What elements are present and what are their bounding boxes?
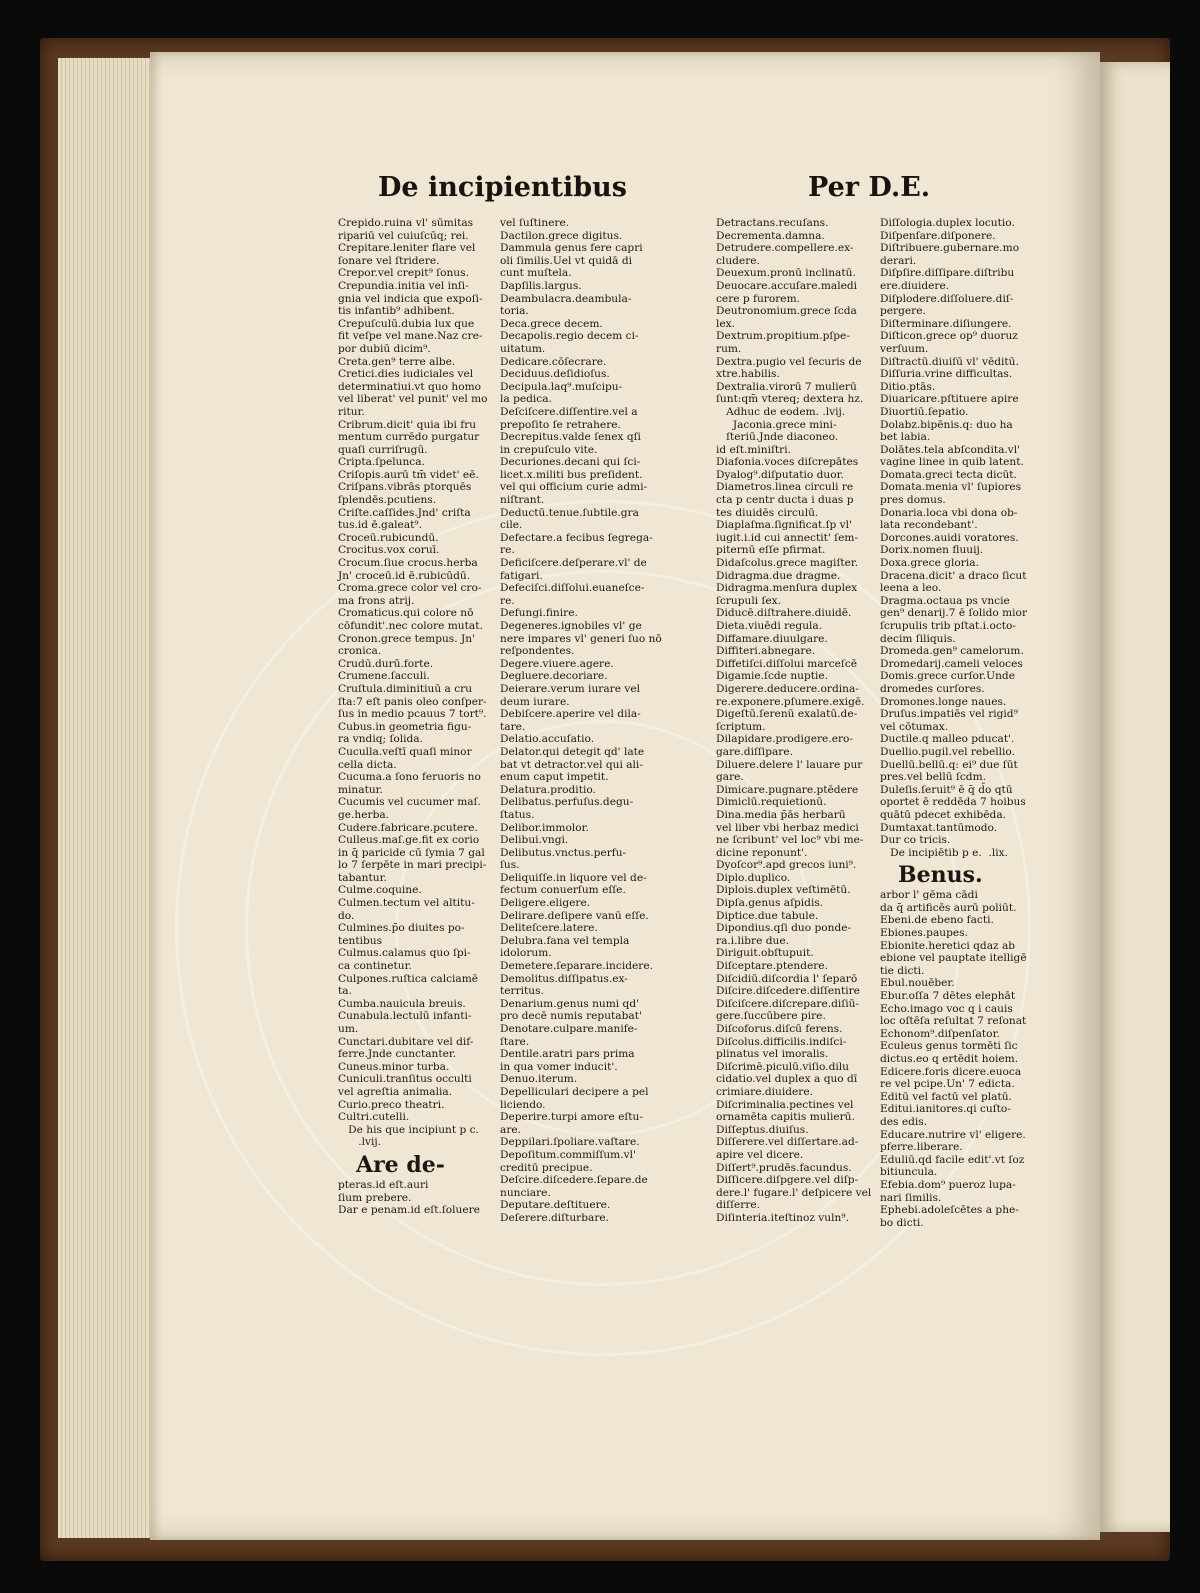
column-1-text: Crepido.ruina vl' sūmitas ripariū vel cuiuſcūq; rei. Crepitare.leniter flare vel ſonare vel ſtridere. Crepor.vel crepit⁹ ſonus. Crepundia.initia vel inſi- gnia vel indicia que expoſi- tis infantib⁹ adhibent. Crepuſculū.dubia lux que fit veſpe vel mane.Naz cre- por dubiū dicim⁹. Creta.gen⁹ terre albe. Cretici.dies iudiciales vel determinatiui.vt quo homo vel liberat' vel punit' vel mo ritur. Cribrum.dicit' quia ibi fru mentum currēdo purgatur quaſi curriſrugū. Cripta.ſpelunca. Criſopis.aurū tm̄ videt' eē. Criſpans.vibrās ptorquēs ſplendēs.pcutiens. Criſte.caſſides.Jnd' criſta tus.id ē.galeat⁹. Croceū.rubicundū. Crocitus.vox coruī. Crocum.ſiue crocus.herba Jn' croceū.id ē.rubicūdū. Croma.grece color vel cro- ma frons atrij. Cromaticus.qui colore nō cōfundit'.nec colore mutat. Cronon.grece tempus. Jn' cronica. Crudū.durū.forte. Crumene.ſacculi. Cruſtula.diminitiuū a cru ſta:7 eſt panis oleo conſper- ſus in medio pcauus 7 tort⁹. Cubus.in geometria figu- ra vndiq; ſolida. Cuculla.veſtī quaſi minor cella dicta. Cucuma.a ſono feruoris no minatur. Cucumis vel cucumer maſ. ge.herba. Cudere.fabricare.pcutere. Culleus.maſ.ge.fit ex corio in q̄ paricide cū ſymia 7 gal lo 7 ſerpēte in mari precipi- tabantur. Culme.coquine. Culmen.tectum vel altitu- do. Culmines.p̄o diuites po- tentibus Culmus.calamus quo ſpi- ca continetur. Culpones.ruſtica calciamē ta. Cumba.nauicula breuis. Cunabula.lectulū infanti- um. Cunctari.dubitare vel dif- ferre.Jnde cunctanter. Cuneus.minor turba. Cuniculi.tranſitus occulti vel agreſtia animalia. Curio.preco theatri. Cultri.cutelli. De his que incipiunt p c. .lvij.	[338, 217, 488, 1149]
section-heading-de: Are de-	[356, 1151, 445, 1178]
section-heading-e: Benus.	[898, 862, 983, 889]
column-1-text-continued: pteras.id eſt.auri ſium prebere. Dar e penam.id eſt.ſoluere	[338, 1178, 480, 1217]
column-4-text: Diſſologia.duplex locutio. Diſpenſare.diſponere. Diſtribuere.gubernare.mo derari. Diſpſire.diſſipare.diſtribu ere.diuidere. Diſplodere.diſſoluere.diſ- pergere. Diſterminare.diſiungere. Diſticon.grece op⁹ duoruz verſuum. Diſtractū.diuiſū vl' vēditū. Diſſuria.vrine difficultas. Ditio.ptās. Diuaricare.pſtituere apire Diuortiū.ſepatio. Dolabz.bipēnis.q: duo ha bet labia. Dolātes.tela abſcondita.vl' vagine linee in quib latent. Domata.greci tecta dicūt. Domata.menia vl' ſupiores pres domus. Donaria.loca vbi dona ob- lata recondebant'. Dorcones.auidi voratores. Dorix.nomen fluuij. Doxa.grece gloria. Dracena.dicit' a draco ſicut leena a leo. Dragma.octaua ps vncie gen⁹ denarij.7 ē ſolido mior ſcrupulis trib pſtat.i.octo- decim ſiliquis. Dromeda.gen⁹ camelorum. Dromedarij.cameli veloces Domis.grece curſor.Unde dromedes curſores. Dromones.longe naues. Druſus.impatiēs vel rigid⁹ vel cōtumax. Ductile.q malleo pducat'. Duellio.pugil.vel rebellio. Duellū.bellū.q: ei⁹ due ſūt pres.vel bellū ſcdm. Duleſis.ſeruit⁹ ē q̄ d̄o qtū oportet ē reddēda 7 hoibus quātū pdecet exhibēda. Dumtaxat.tantūmodo. Dur co tricis. De incipiētib p e. .lix.	[880, 217, 1028, 859]
running-head-right: Per D.E.	[808, 172, 931, 203]
column-3-text: Detractans.recuſans. Decrementa.damna. Detrudere.compellere.ex- cludere. Deuexum.pronū inclinatū. Deuocare.accuſare.maledi cere p furorem. Deutronomium.grece ſcda lex. Dextrum.propitium.pſpe- rum. Dextra.pugio vel ſecuris de xtre.habilis. Dextralia.virorū 7 mulierū ſunt:qm̄ vtereq; dextera hz. Adhuc de eodem. .lvij. Jaconia.grece mini- ſteriū.Jnde diaconeo. id eſt.miniſtri. Diafonia.voces diſcrepātes Dyalog⁹.diſputatio duor. Diametros.linea circuli re cta p centr ducta i duas p tes diuidēs circulū. Diaplaſma.ſignificat.ſp vl' iugit.i.id cui annectit' ſem- piternū eſſe pfirmat. Didaſcolus.grece magiſter. Didragma.due dragme. Didragma.menſura duplex ſcrupuli ſex. Diducē.diſtrahere.diuidē. Dieta.viuēdi regula. Diffamare.diuulgare. Diffiteri.abnegare. Diffetiſci.diſſolui marceſcē Digamie.ſcde nuptie. Digerere.deducere.ordina- re.exponere.pſumere.exigē. Digeſtū.ſerenū exalatū.de- ſcriptum. Dilapidare.prodigere.ero- gare.diſſipare. Diluere.delere l' lauare pur gare. Dimicare.pugnare.ptēdere Dimiclū.requietionū. Dina.media p̄ās herbarū vel liber vbi herbaz medici ne ſcribunt' vel loc⁹ vbi me- dicine reponunt'. Dyoſcor⁹.apd grecos iuni⁹. Diplo.duplico. Diplois.duplex veſtimētū. Dipſa.genus aſpidis. Diptice.due tabule. Dipondius.qſi duo ponde- ra.i.libre due. Diriguit.obſtupuit. Diſceptare.ptendere. Diſcidiū.diſcordia l' ſeparō Diſcire.diſcedere.diſſentire Diſciſcere.diſcrepare.diſiū- gere.ſuccūbere pire. Diſcoforus.diſcū ferens. Diſcolus.difficilis.indiſci- plinatus vel imoralis. Diſcrimē.piculū.viſio.dilu cidatio.vel duplex a quo dī crimiare.diuidere. Diſcriminalia.pectines vel ornamēta capitis mulierū. Diſſeptus.diuiſus. Diſſerere.vel diſſertare.ad- apire vel dicere. Diſſert⁹.prudēs.facundus. Diſſicere.diſpgere.vel diſp- dere.l' fugare.l' deſpicere vel diſſerre. Diſinteria.iteſtinoz vuln⁹.	[716, 217, 872, 1224]
column-4-text-continued: arbor l' gēma cādi da q̄ artificēs aurū poliūt. Ebeni.de ebeno facti. Ebiones.paupes. Ebionite.heretici qdaz ab ebione vel pauptate itelligē tie dicti. Ebul.nouēber. Ebur.oſſa 7 dētes elephāt Echo.imago voc q i cauis loc oſtēſa reſultat 7 reſonat Echonom⁹.diſpenſator. Eculeus genus tormēti ſic dictus.eo q ertēdit hoiem. Edicere.foris dicere.euoca re vel pcipe.Un' 7 edicta. Editū vel factū vel platū. Editui.ianitores.qi cuſto- des edis. Educare.nutrire vl' eligere. pferre.liberare. Eduliū.qd facile edit'.vt ſoz bitiuncula. Efebia.dom⁹ pueroz lupa- nari ſimilis. Ephebi.adoleſcētes a phe- bo dicti.	[880, 889, 1027, 1229]
running-head-left: De incipientibus	[378, 172, 627, 203]
column-2-text: vel ſuſtinere. Dactilon.grece digitus. Dammula genus fere capri oli ſimilis.Uel vt quidā di cunt muſtela. Dapſilis.largus. Deambulacra.deambula- toria. Deca.grece decem. Decapolis.regio decem ci- uitatum. Dedicare.cōſecrare. Deciduus.deſidioſus. Decipula.laq⁹.muſcipu- la pedica. Deſciſcere.diſſentire.vel a prepoſito ſe retrahere. Decrepitus.valde ſenex qſi in crepuſculo vite. Decuriones.decani qui ſci- licet.x.militi bus preſident. vel qui officium curie admi- niſtrant. Deductū.tenue.ſubtile.gra cile. Defectare.a fecibus ſegrega- re. Deficiſcere.deſperare.vl' de fatigari. Defeciſci.diſſolui.euaneſce- re. Defungi.finire. Degeneres.ignobiles vl' ge nere impares vl' generi ſuo nō reſpondentes. Degere.viuere.agere. Degluere.decoriare. Deierare.verum iurare vel deum iurare. Debiſcere.aperire vel dila- tare. Delatio.accuſatio. Delator.qui detegit qd' late bat vt detractor.vel qui ali- enum caput impetit. Delatura.proditio. Delibatus.perfuſus.degu- ſtatus. Delibor.immolor. Delibui.vngi. Delibutus.vnctus.perfu- ſus. Deliquiſſe.in liquore vel de- fectum conuerſum eſſe. Deligere.eligere. Delirare.deſipere vanū eſſe. Deliteſcere.latere. Delubra.fana vel templa idolorum. Demetere.ſeparare.incidere. Demolitus.diſſipatus.ex- territus. Denarium.genus numi qd' pro decē numis reputabat' Denotare.culpare.manife- ſtare. Dentile.aratri pars prima in qua vomer inducit'. Denuo.iterum. Depelliculari decipere a pel liciendo. Deperire.turpi amore eſtu- are. Deppilari.ſpoliare.vaſtare. Depoſitum.commiſſum.vl' creditū precipue. Deſcire.diſcedere.ſepare.de nunciare. Deputare.deſtituere. Deſerere.diſturbare.	[500, 217, 662, 1224]
text-column-2	[500, 217, 663, 1225]
text-column-3	[716, 217, 879, 1225]
facing-page-edge	[1100, 62, 1170, 1532]
text-column-4	[880, 217, 1043, 1229]
text-column-1	[338, 217, 501, 1217]
